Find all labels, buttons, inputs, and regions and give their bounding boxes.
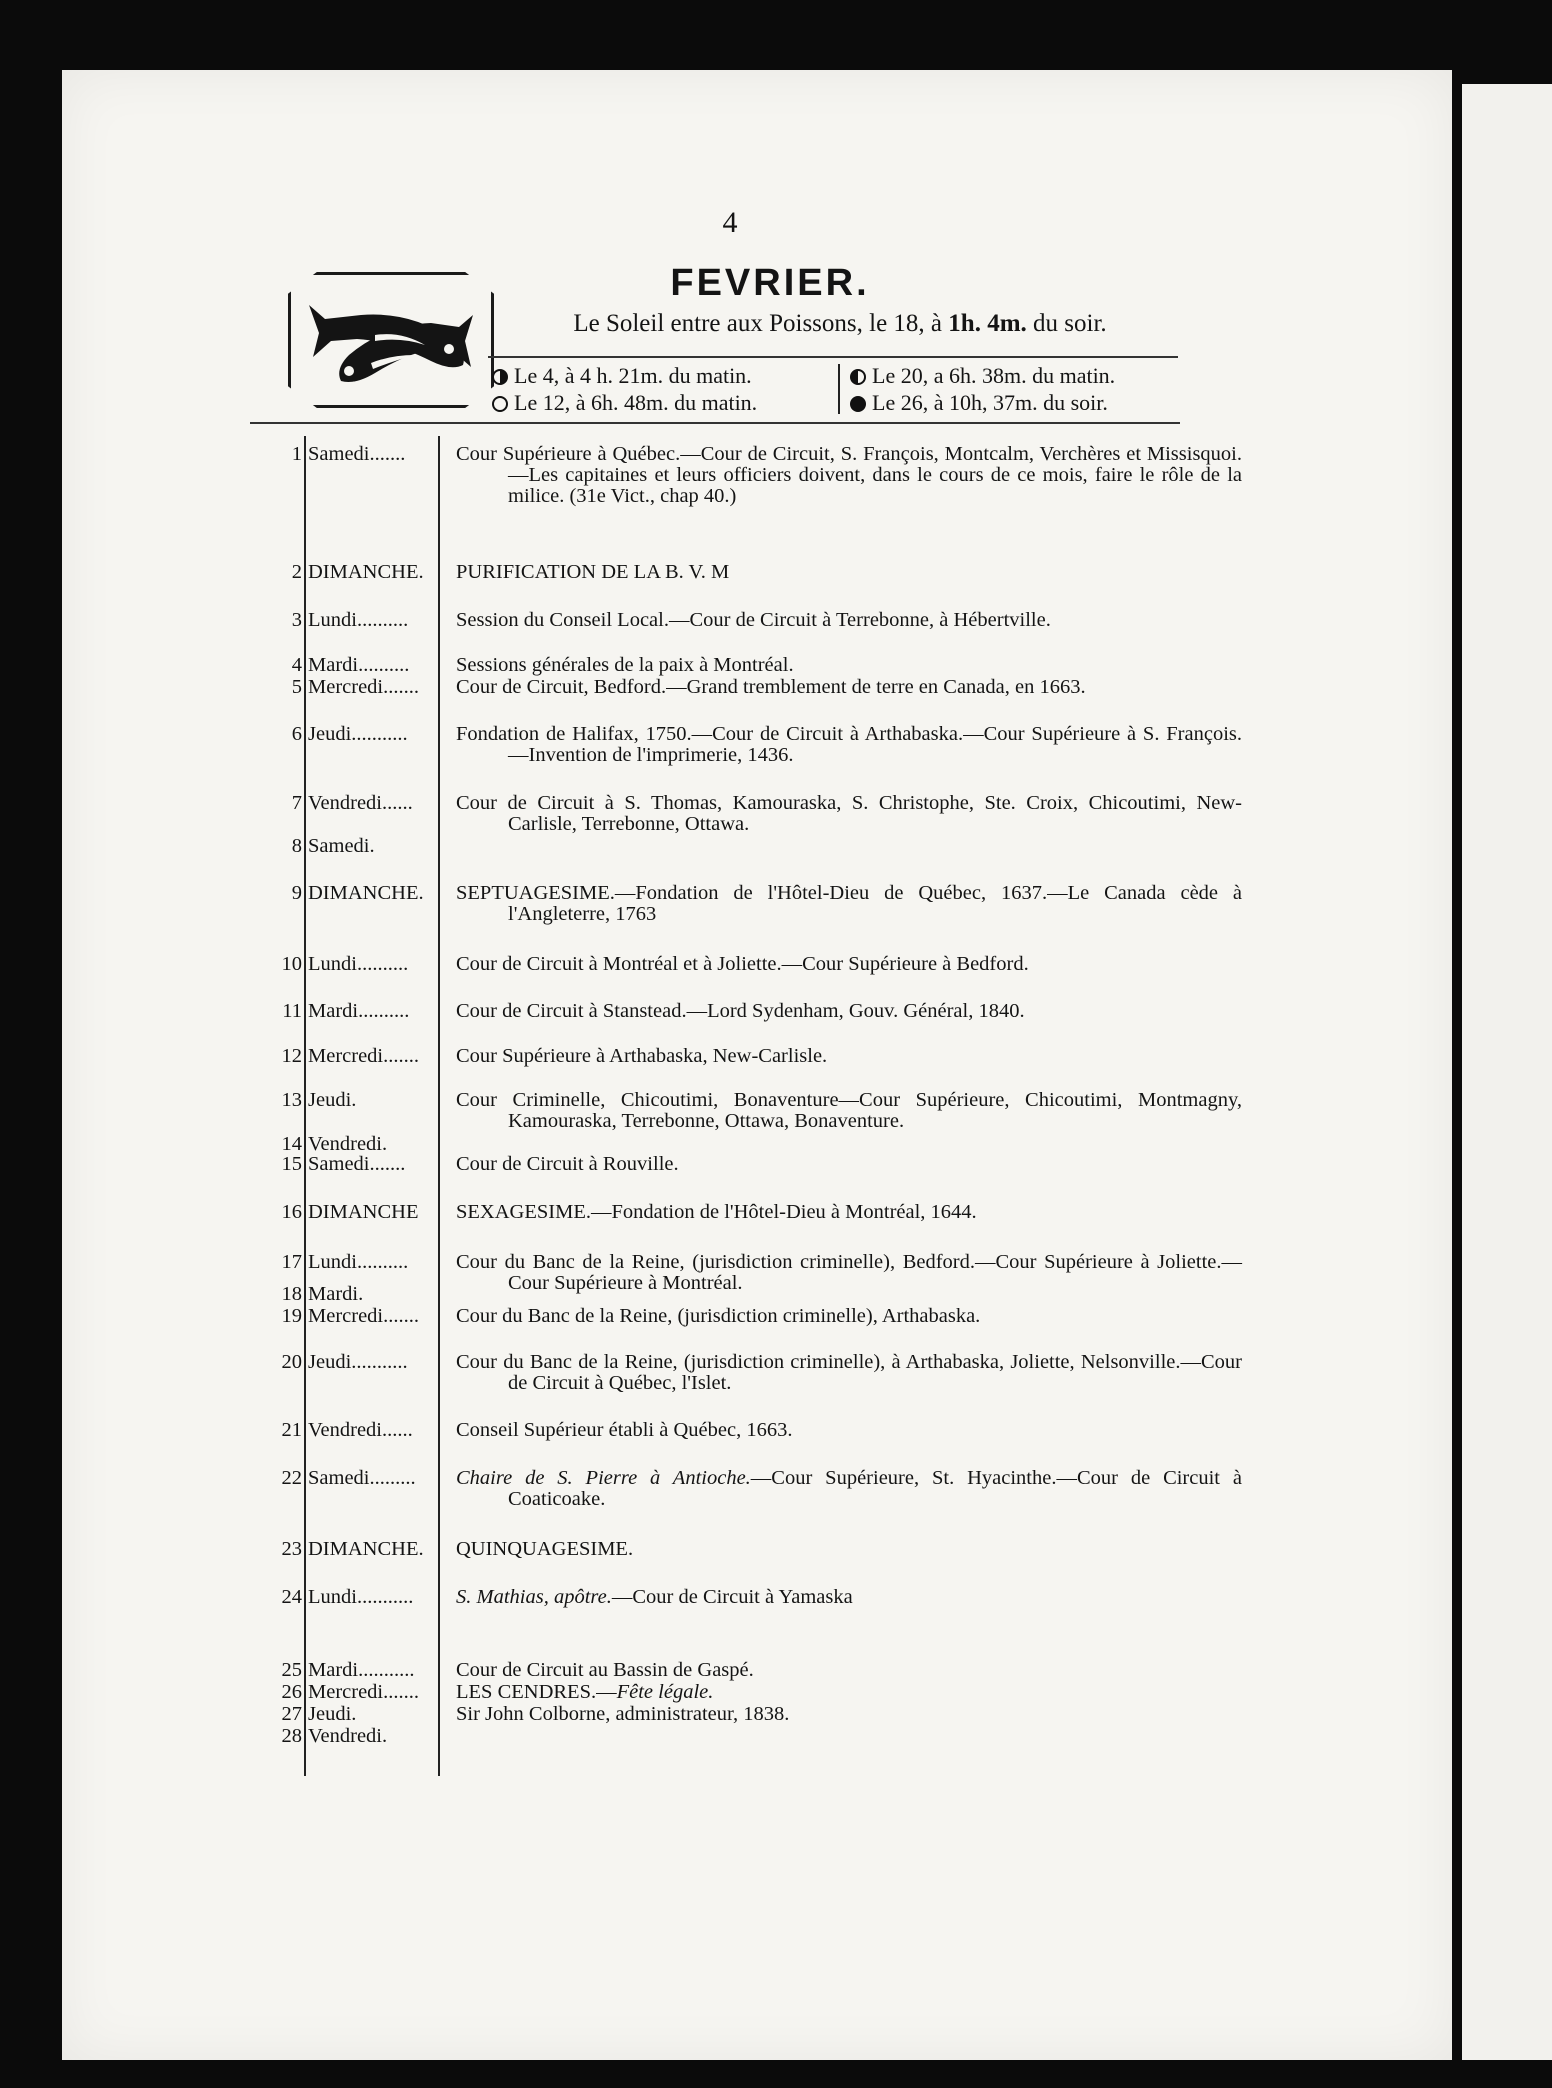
day-number: 4 (291, 654, 302, 676)
header-rule (488, 356, 1178, 358)
day-name: Lundi.......... (308, 1252, 409, 1273)
day-event (456, 883, 1242, 925)
day-name: Vendredi. (308, 1134, 388, 1155)
day-event (456, 1587, 1242, 1608)
day-number: 8 (291, 835, 302, 857)
day-number: 16 (281, 1201, 302, 1223)
event-text: Cour de Circuit au Bassin de Gaspé. (456, 1659, 754, 1681)
day-name: Vendredi...... (308, 1420, 413, 1441)
day-name: Samedi....... (308, 444, 406, 465)
event-text: Fondation de Halifax, 1750.—Cour de Circuit à Arthabaska.—Cour Supérieure à S. François.—Invention de l'imprimerie, 1436. (456, 723, 1242, 766)
day-name: Lundi.......... (308, 610, 409, 631)
event-italic: Fête légale. (616, 1681, 714, 1703)
day-number: 24 (281, 1586, 302, 1608)
event-text: Sir John Colborne, administrateur, 1838. (456, 1703, 790, 1725)
moon-phase-divider (838, 364, 840, 414)
day-event (456, 655, 1242, 676)
event-italic: S. Mathias, apôtre. (456, 1586, 612, 1608)
calendar-table (258, 436, 1242, 1776)
full-moon-icon (492, 396, 508, 412)
day-event (456, 1046, 1242, 1067)
event-text: Cour du Banc de la Reine, (jurisdiction criminelle), à Arthabaska, Joliette, Nelsonville.—Cour de Circuit à Québec, l'Islet. (456, 1351, 1242, 1394)
day-name: Mardi.......... (308, 655, 410, 676)
day-event (456, 444, 1242, 507)
day-event (456, 1306, 1242, 1327)
day-name: Jeudi. (308, 1704, 357, 1725)
day-event (456, 1154, 1242, 1175)
day-name: Mercredi....... (308, 1306, 419, 1327)
event-text: —Cour Supérieure, St. Hyacinthe.—Cour de Circuit à Coaticoake. (508, 1467, 1242, 1510)
moon-phase-full-moon: Le 12, à 6h. 48m. du matin. (492, 389, 832, 416)
day-event (456, 1352, 1242, 1394)
event-text: PURIFICATION DE LA B. V. M (456, 561, 730, 583)
event-text: Cour de Circuit à Stanstead.—Lord Sydenham, Gouv. Général, 1840. (456, 1000, 1025, 1022)
event-text: Cour de Circuit à Rouville. (456, 1153, 679, 1175)
day-event (456, 1420, 1242, 1441)
day-event (456, 1682, 1242, 1703)
calendar-top-rule (250, 422, 1180, 424)
day-event (456, 1001, 1242, 1022)
event-text: SEPTUAGESIME.—Fondation de l'Hôtel-Dieu de Québec, 1637.—Le Canada cède à l'Angleterre, 1763 (456, 882, 1242, 925)
day-event (456, 954, 1242, 975)
event-text: —Cour de Circuit à Yamaska (611, 1586, 853, 1608)
day-event (456, 1704, 1242, 1725)
day-name: Mercredi....... (308, 1046, 419, 1067)
day-number: 25 (281, 1659, 302, 1681)
moon-phase-first-quarter: Le 4, à 4 h. 21m. du matin. (492, 362, 832, 389)
day-name: DIMANCHE (308, 1202, 419, 1223)
day-name: Jeudi. (308, 1090, 357, 1111)
day-name: Jeudi........... (308, 724, 408, 745)
facing-page-edge (1462, 84, 1552, 2060)
day-name: Samedi. (308, 836, 375, 857)
day-event (456, 1090, 1242, 1132)
day-number: 23 (281, 1538, 302, 1560)
event-text: Cour du Banc de la Reine, (jurisdiction criminelle), Bedford.—Cour Supérieure à Joliette.—Cour Supérieure à Montréal. (456, 1251, 1242, 1294)
moon-phase-last-quarter: Le 20, a 6h. 38m. du matin. (850, 362, 1190, 389)
event-text: Cour du Banc de la Reine, (jurisdiction criminelle), Arthabaska. (456, 1305, 981, 1327)
day-number: 6 (291, 723, 302, 745)
day-name: Mercredi....... (308, 1682, 419, 1703)
day-number: 10 (281, 953, 302, 975)
day-number: 1 (291, 443, 302, 465)
day-number: 28 (281, 1725, 302, 1747)
day-name: Vendredi...... (308, 793, 413, 814)
day-name: Samedi......... (308, 1468, 416, 1489)
day-event (456, 1468, 1242, 1510)
day-name: Lundi........... (308, 1587, 414, 1608)
day-number: 7 (291, 792, 302, 814)
event-text: LES CENDRES.— (456, 1681, 617, 1703)
event-text: Session du Conseil Local.—Cour de Circuit à Terrebonne, à Hébertville. (456, 609, 1051, 631)
day-number: 27 (281, 1703, 302, 1725)
event-text: Cour de Circuit, Bedford.—Grand tremblement de terre en Canada, en 1663. (456, 676, 1086, 698)
day-number: 14 (281, 1133, 302, 1155)
moon-phases (492, 362, 1182, 418)
day-number: 2 (291, 561, 302, 583)
page-number: 4 (722, 206, 738, 239)
event-text: Cour de Circuit à S. Thomas, Kamouraska, S. Christophe, Ste. Croix, Chicoutimi, New-Carlisle, Terrebonne, Ottawa. (456, 792, 1242, 835)
day-event (456, 793, 1242, 835)
day-event (456, 1660, 1242, 1681)
day-event (456, 1252, 1242, 1294)
day-number: 15 (281, 1153, 302, 1175)
pisces-fish-icon (288, 272, 494, 408)
day-name: DIMANCHE. (308, 1539, 424, 1560)
last-quarter-icon (850, 369, 866, 385)
day-name: Jeudi........... (308, 1352, 408, 1373)
sun-entry-line (520, 310, 1160, 338)
day-name: Mercredi....... (308, 677, 419, 698)
sun-entry-suffix: du soir. (1026, 310, 1107, 337)
day-name: Lundi.......... (308, 954, 409, 975)
day-number: 13 (281, 1089, 302, 1111)
day-name: Mardi.......... (308, 1001, 410, 1022)
moon-phase-new-moon: Le 26, à 10h, 37m. du soir. (850, 389, 1190, 416)
day-name: Samedi....... (308, 1154, 406, 1175)
event-text: SEXAGESIME.—Fondation de l'Hôtel-Dieu à Montréal, 1644. (456, 1201, 977, 1223)
day-name: Vendredi. (308, 1726, 388, 1747)
day-name: Mardi. (308, 1284, 364, 1305)
month-title: FEVRIER. (670, 262, 870, 304)
day-number: 3 (291, 609, 302, 631)
day-name: DIMANCHE. (308, 883, 424, 904)
day-number: 17 (281, 1251, 302, 1273)
day-number: 11 (282, 1000, 302, 1022)
day-event (456, 1202, 1242, 1223)
day-number: 19 (281, 1305, 302, 1327)
day-event (456, 677, 1242, 698)
event-text: QUINQUAGESIME. (456, 1538, 634, 1560)
event-text: Cour Supérieure à Québec.—Cour de Circuit, S. François, Montcalm, Verchères et Missisquoi.—Les capitaines et leurs officiers doivent, dans le cours de ce mois, faire le rôle de la milice. (31e Vict., chap 40.) (456, 443, 1242, 507)
first-quarter-icon (492, 369, 508, 385)
day-number: 22 (281, 1467, 302, 1489)
event-text: Conseil Supérieur établi à Québec, 1663. (456, 1419, 793, 1441)
day-number: 12 (281, 1045, 302, 1067)
event-text: Cour Criminelle, Chicoutimi, Bonaventure—Cour Supérieure, Chicoutimi, Montmagny, Kamouraska, Terrebonne, Ottawa, Bonaventure. (456, 1089, 1242, 1132)
day-number-column-rule (304, 436, 306, 1776)
event-italic: Chaire de S. Pierre à Antioche. (456, 1467, 751, 1489)
event-text: Cour Supérieure à Arthabaska, New-Carlisle. (456, 1045, 828, 1067)
sun-entry-prefix: Le Soleil entre aux Poissons, le 18, à (573, 310, 949, 337)
sun-entry-time: 1h. 4m. (948, 310, 1027, 337)
day-number: 20 (281, 1351, 302, 1373)
new-moon-icon (850, 396, 866, 412)
day-number: 18 (281, 1283, 302, 1305)
day-number: 9 (291, 882, 302, 904)
day-number: 5 (291, 676, 302, 698)
day-event (456, 1539, 1242, 1560)
day-event (456, 610, 1242, 631)
day-name-column-rule (438, 436, 440, 1776)
day-name: Mardi........... (308, 1660, 415, 1681)
event-text: Sessions générales de la paix à Montréal. (456, 654, 794, 676)
event-text: Cour de Circuit à Montréal et à Joliette.—Cour Supérieure à Bedford. (456, 953, 1029, 975)
day-name: DIMANCHE. (308, 562, 424, 583)
day-number: 26 (281, 1681, 302, 1703)
day-number: 21 (281, 1419, 302, 1441)
day-event (456, 562, 1242, 583)
day-event (456, 724, 1242, 766)
